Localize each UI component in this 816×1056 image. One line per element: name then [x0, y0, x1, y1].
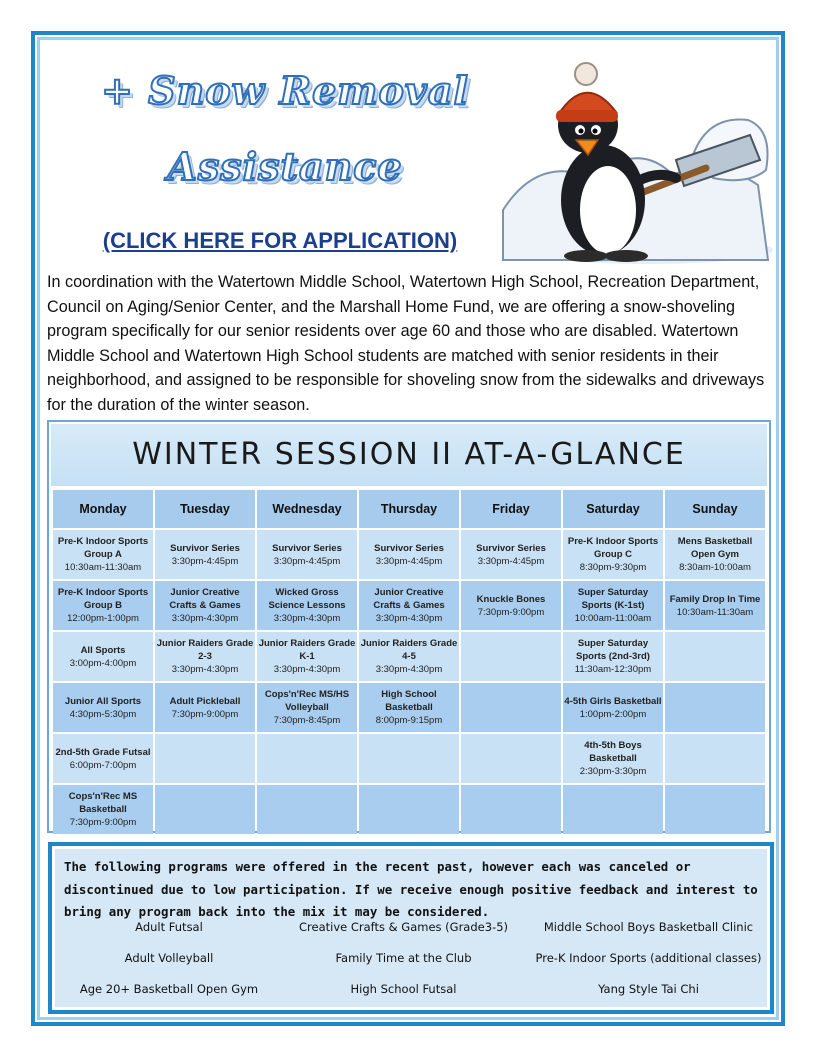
schedule-row: [53, 530, 765, 579]
schedule-row: [53, 581, 765, 630]
schedule-cell: [563, 785, 663, 834]
schedule-cell: [665, 683, 765, 732]
program-name: 4th-5th Boys Basketball: [584, 740, 642, 764]
schedule-cell: [155, 530, 255, 579]
day-header-saturday: Saturday: [563, 490, 663, 528]
program-name: Junior Creative Crafts & Games: [169, 587, 241, 611]
past-program-item: Pre-K Indoor Sports (additional classes): [535, 951, 762, 965]
program-time: 3:30pm-4:30pm: [273, 664, 341, 675]
program-name: Junior All Sports: [64, 695, 142, 707]
schedule-row: [53, 734, 765, 783]
day-header-thursday: Thursday: [359, 490, 459, 528]
schedule-cell: [53, 734, 153, 783]
schedule-title: WINTER SESSION II AT-A-GLANCE: [51, 424, 767, 486]
schedule-row: [53, 785, 765, 834]
schedule-cell: [155, 734, 255, 783]
schedule-body: [53, 530, 765, 834]
schedule-cell: [665, 632, 765, 681]
program-time: 11:30am-12:30pm: [574, 664, 652, 675]
schedule-cell: [155, 785, 255, 834]
program-name: Super Saturday Sports (K-1st): [577, 587, 649, 611]
past-program-item: High School Futsal: [350, 982, 457, 996]
program-name: Pre-K Indoor Sports Group B: [57, 587, 149, 611]
day-header-sunday: Sunday: [665, 490, 765, 528]
past-programs-list: [58, 920, 770, 996]
schedule-cell: [461, 785, 561, 834]
past-program-item: Age 20+ Basketball Open Gym: [79, 982, 259, 996]
past-programs-box: [48, 842, 774, 1014]
program-name: 2nd-5th Grade Futsal: [55, 746, 151, 758]
penguin-shoveling-snow-icon: [498, 60, 773, 265]
program-name: Survivor Series: [272, 542, 342, 554]
schedule-cell: [359, 785, 459, 834]
program-time: 3:30pm-4:30pm: [375, 613, 443, 624]
schedule-cell: [563, 683, 663, 732]
schedule-cell: [563, 632, 663, 681]
past-program-item: Creative Crafts & Games (Grade3-5): [299, 920, 508, 934]
past-program-item: Family Time at the Club: [335, 951, 472, 965]
schedule-cell: [563, 734, 663, 783]
schedule-cell: [665, 581, 765, 630]
schedule-cell: [257, 530, 357, 579]
program-name: High School Basketball: [381, 689, 437, 713]
schedule-cell: [359, 734, 459, 783]
program-time: 7:30pm-9:00pm: [171, 708, 239, 720]
schedule-cell: [665, 785, 765, 834]
program-time: 10:00am-11:00am: [574, 613, 652, 624]
past-programs-note: The following programs were offered in the recent past, however each was canceled or discontinued due to low participation. If we receive enough positive feedback and interest to bring any program back into the mix it may be considered.: [64, 859, 758, 919]
program-time: 7:30pm-8:45pm: [273, 715, 341, 726]
past-program-item: Adult Futsal: [135, 920, 203, 934]
schedule-cell: [461, 632, 561, 681]
program-description: In coordination with the Watertown Middle School, Watertown High School, Recreation Department, Council on Aging/Senior Center, and the Marshall Home Fund, we are offering a snow-shoveling program specifically for our senior residents over age 60 and those who are disabled. Watertown Middle School and Watertown High School students are matched with senior residents in their neighborhood, and assigned to be responsible for shoveling snow from the sidewalks and driveways for the duration of the winter season.: [47, 273, 765, 414]
schedule-cell: [155, 581, 255, 630]
past-program-item: Adult Volleyball: [124, 951, 214, 965]
program-time: 10:30am-11:30am: [64, 562, 142, 573]
program-name: Pre-K Indoor Sports Group A: [57, 536, 149, 560]
program-name: Junior Raiders Grade K-1: [258, 638, 356, 662]
schedule-table-container: [47, 420, 771, 833]
program-name: Adult Pickleball: [169, 695, 241, 707]
schedule-cell: [665, 530, 765, 579]
schedule-cell: [155, 632, 255, 681]
program-time: 3:00pm-4:00pm: [69, 657, 137, 669]
schedule-cell: [359, 632, 459, 681]
program-time: 8:30pm-9:30pm: [579, 562, 647, 573]
day-header-monday: Monday: [53, 490, 153, 528]
program-time: 6:00pm-7:00pm: [69, 759, 137, 771]
schedule-cell: [257, 632, 357, 681]
day-header-friday: Friday: [461, 490, 561, 528]
program-time: 3:30pm-4:30pm: [273, 613, 341, 624]
schedule-cell: [359, 683, 459, 732]
program-time: 1:00pm-2:00pm: [579, 708, 647, 720]
headline-assistance: Assistance: [167, 144, 403, 189]
schedule-row: [53, 683, 765, 732]
schedule-cell: [461, 683, 561, 732]
past-program-item: Yang Style Tai Chi: [598, 982, 699, 996]
program-time: 3:30pm-4:45pm: [273, 555, 341, 567]
schedule-cell: [53, 581, 153, 630]
program-name: Cops'n'Rec MS/HS Volleyball: [264, 689, 350, 713]
program-time: 4:30pm-5:30pm: [69, 708, 137, 720]
schedule-cell: [257, 734, 357, 783]
schedule-cell: [53, 683, 153, 732]
day-header-row: [53, 490, 765, 528]
past-program-item: Middle School Boys Basketball Clinic: [543, 920, 754, 934]
program-name: Cops'n'Rec MS Basketball: [68, 791, 138, 815]
schedule-cell: [257, 683, 357, 732]
program-name: Pre-K Indoor Sports Group C: [567, 536, 659, 560]
program-name: Survivor Series: [374, 542, 444, 554]
program-name: Wicked Gross Science Lessons: [268, 587, 346, 611]
schedule-cell: [53, 632, 153, 681]
schedule-cell: [359, 530, 459, 579]
schedule-row: [53, 632, 765, 681]
application-link[interactable]: (CLICK HERE FOR APPLICATION): [102, 228, 458, 253]
program-time: 7:30pm-9:00pm: [69, 817, 137, 828]
program-name: Super Saturday Sports (2nd-3rd): [576, 638, 650, 662]
schedule-cell: [257, 581, 357, 630]
program-name: Family Drop In Time: [669, 593, 761, 605]
program-name: Junior Raiders Grade 4-5: [360, 638, 458, 662]
schedule-cell: [563, 530, 663, 579]
program-name: Knuckle Bones: [476, 593, 546, 605]
program-name: Survivor Series: [170, 542, 240, 554]
program-name: Survivor Series: [476, 542, 546, 554]
program-name: Junior Creative Crafts & Games: [373, 587, 445, 611]
program-time: 3:30pm-4:30pm: [375, 664, 443, 675]
schedule-cell: [461, 530, 561, 579]
schedule-cell: [53, 785, 153, 834]
schedule-cell: [665, 734, 765, 783]
day-header-tuesday: Tuesday: [155, 490, 255, 528]
program-time: 7:30pm-9:00pm: [477, 606, 545, 618]
schedule-cell: [359, 581, 459, 630]
schedule-cell: [257, 785, 357, 834]
schedule-cell: [461, 581, 561, 630]
program-time: 8:30am-10:00am: [679, 562, 751, 573]
program-time: 3:30pm-4:45pm: [477, 555, 545, 567]
program-time: 3:30pm-4:30pm: [171, 613, 239, 624]
program-time: 3:30pm-4:45pm: [375, 555, 443, 567]
schedule-cell: [563, 581, 663, 630]
program-name: Mens Basketball Open Gym: [677, 536, 753, 560]
day-header-wednesday: Wednesday: [257, 490, 357, 528]
schedule-cell: [53, 530, 153, 579]
program-name: Junior Raiders Grade 2-3: [156, 638, 254, 662]
headline-snow-removal: + Snow Removal: [101, 68, 469, 113]
schedule-cell: [461, 734, 561, 783]
program-time: 8:00pm-9:15pm: [375, 715, 443, 726]
program-time: 3:30pm-4:45pm: [171, 555, 239, 567]
program-time: 3:30pm-4:30pm: [171, 664, 239, 675]
program-time: 12:00pm-1:00pm: [67, 613, 139, 624]
program-name: All Sports: [80, 644, 126, 656]
schedule-cell: [155, 683, 255, 732]
program-name: 4-5th Girls Basketball: [564, 695, 662, 707]
weekly-schedule-table: [51, 488, 767, 836]
program-time: 10:30am-11:30am: [676, 606, 754, 618]
program-time: 2:30pm-3:30pm: [579, 766, 647, 777]
